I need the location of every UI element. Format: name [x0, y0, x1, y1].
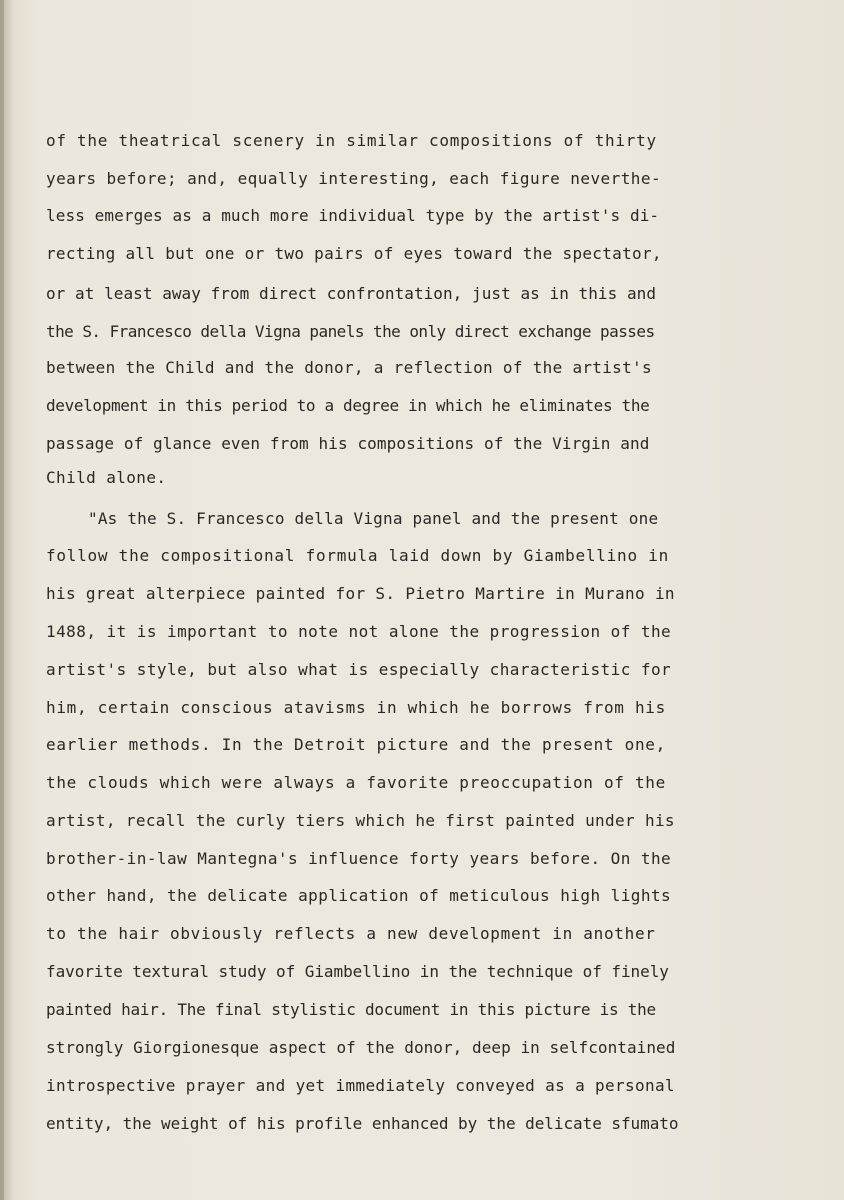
text-line-19: artist, recall the curly tiers which he first painted under his: [46, 811, 675, 830]
text-line-22: to the hair obviously reflects a new development in another: [46, 924, 656, 943]
text-line-23: favorite textural study of Giambellino in the technique of finely: [46, 962, 669, 981]
text-line-24: painted hair. The final stylistic document in this picture is the: [46, 1000, 656, 1019]
text-line-14: 1488, it is important to note not alone the progression of the: [46, 622, 672, 641]
text-line-11: "As the S. Francesco della Vigna panel and the present one: [88, 509, 659, 528]
text-line-20: brother-in-law Mantegna's influence forty years before. On the: [46, 849, 672, 868]
text-line-25: strongly Giorgionesque aspect of the donor, deep in selfcontained: [46, 1038, 676, 1057]
text-line-8: development in this period to a degree in which he eliminates the: [46, 396, 650, 415]
text-line-10: Child alone.: [46, 468, 167, 487]
text-line-18: the clouds which were always a favorite preoccupation of the: [46, 773, 666, 792]
text-line-13: his great alterpiece painted for S. Pietro Martire in Murano in: [46, 584, 675, 603]
text-line-9: passage of glance even from his compositions of the Virgin and: [46, 434, 650, 453]
text-line-2: years before; and, equally interesting, each figure neverthe-: [46, 169, 662, 188]
text-line-26: introspective prayer and yet immediately conveyed as a personal: [46, 1076, 675, 1095]
text-line-16: him, certain conscious atavisms in which he borrows from his: [46, 698, 666, 717]
text-line-4: recting all but one or two pairs of eyes toward the spectator,: [46, 244, 662, 263]
text-line-7: between the Child and the donor, a reflection of the artist's: [46, 358, 652, 377]
text-line-3: less emerges as a much more individual type by the artist's di-: [46, 206, 660, 225]
text-line-21: other hand, the delicate application of meticulous high lights: [46, 886, 672, 905]
text-line-1: of the theatrical scenery in similar compositions of thirty: [46, 131, 657, 150]
text-line-12: follow the compositional formula laid down by Giambellino in: [46, 546, 669, 565]
text-line-6: the S. Francesco della Vigna panels the only direct exchange passes: [46, 322, 655, 341]
text-line-27: entity, the weight of his profile enhanced by the delicate sfumato: [46, 1114, 679, 1133]
text-line-15: artist's style, but also what is especially characteristic for: [46, 660, 672, 679]
text-line-5: or at least away from direct confrontation, just as in this and: [46, 284, 657, 303]
text-line-17: earlier methods. In the Detroit picture and the present one,: [46, 735, 666, 754]
